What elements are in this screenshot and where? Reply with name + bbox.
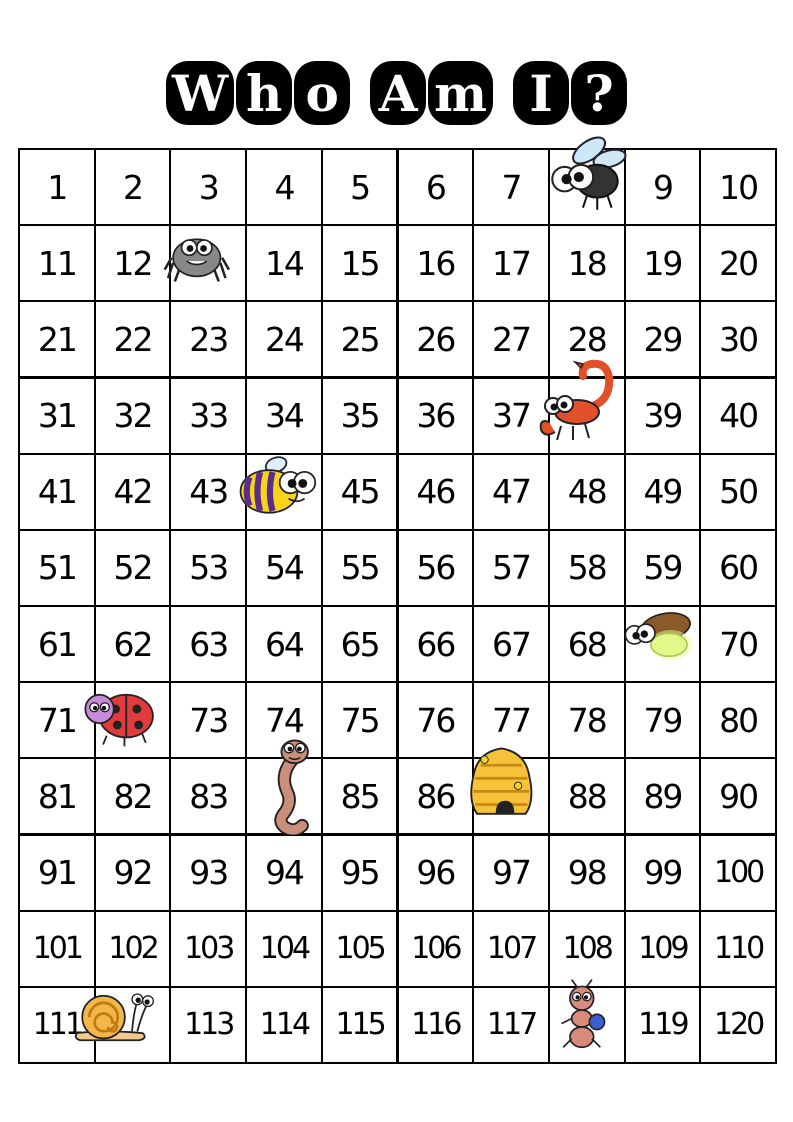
cell-number: 59 [643, 548, 682, 588]
cell-number: 58 [567, 548, 606, 588]
cell-number: 94 [264, 853, 303, 893]
cell-number: 79 [643, 700, 682, 740]
cell-number: 104 [259, 931, 309, 967]
cell-number: 73 [189, 700, 228, 740]
cell-number: 101 [32, 931, 81, 967]
grid-cell [18, 605, 96, 683]
cell-number: 10 [719, 167, 758, 207]
cell-number: 98 [567, 853, 606, 893]
grid-cell [472, 148, 550, 226]
grid-cell [397, 529, 475, 607]
title-word-am [369, 61, 494, 125]
title-word-who [165, 61, 351, 125]
cell-number: 14 [264, 243, 303, 283]
title-letter: ? [571, 61, 627, 125]
grid-cell [699, 681, 777, 759]
grid-cell [18, 224, 96, 302]
cell-number: 93 [189, 853, 228, 893]
grid-cell [18, 834, 96, 912]
scorpion-icon [533, 355, 623, 447]
grid-cell [624, 377, 702, 455]
cell-number: 20 [719, 243, 758, 283]
grid-cell [699, 834, 777, 912]
cell-number: 1 [47, 167, 67, 207]
cell-number: 97 [492, 853, 531, 893]
grid-cell [397, 453, 475, 531]
cell-number: 110 [714, 931, 763, 967]
cell-number: 30 [719, 319, 758, 359]
title-letter: A [370, 61, 426, 125]
cell-number: 68 [567, 624, 606, 664]
grid-cell [397, 834, 475, 912]
cell-number: 12 [113, 243, 152, 283]
grid-cell [624, 910, 702, 988]
cell-number: 11 [37, 243, 76, 283]
grid-cell [472, 453, 550, 531]
grid-cell [699, 605, 777, 683]
grid-cell [18, 529, 96, 607]
cell-number: 109 [638, 931, 687, 967]
title-letter: h [236, 61, 292, 125]
grid-cell [94, 834, 172, 912]
cell-number: 43 [189, 472, 228, 512]
title-letter: m [428, 61, 493, 125]
grid-cell [169, 529, 247, 607]
firefly-icon [608, 602, 702, 676]
grid-cell [699, 377, 777, 455]
cell-number: 64 [264, 624, 303, 664]
grid-cell [699, 757, 777, 835]
cell-number: 39 [643, 396, 682, 436]
bee-icon [229, 447, 325, 527]
cell-number: 83 [189, 776, 228, 816]
grid-cell [397, 300, 475, 378]
grid-cell [94, 148, 172, 226]
grid-cell [245, 377, 323, 455]
grid-cell [169, 605, 247, 683]
cell-number: 78 [567, 700, 606, 740]
grid-cell [699, 300, 777, 378]
grid-cell [169, 910, 247, 988]
grid-cell [624, 834, 702, 912]
grid-cell [245, 910, 323, 988]
grid-cell [624, 681, 702, 759]
cell-number: 120 [714, 1007, 763, 1043]
grid-cell [321, 300, 399, 378]
grid-cell [94, 605, 172, 683]
cell-number: 116 [411, 1007, 460, 1043]
cell-number: 51 [37, 548, 76, 588]
cell-number: 100 [714, 855, 763, 891]
cell-number: 103 [184, 931, 233, 967]
grid-cell [397, 681, 475, 759]
cell-number: 102 [108, 931, 157, 967]
cell-number: 74 [264, 700, 303, 740]
grid-cell [169, 300, 247, 378]
cell-number: 47 [492, 472, 531, 512]
grid-cell [245, 224, 323, 302]
cell-number: 63 [189, 624, 228, 664]
grid-cell [548, 681, 626, 759]
cell-number: 89 [643, 776, 682, 816]
grid-cell [397, 910, 475, 988]
grid-cell [472, 986, 550, 1064]
cell-number: 5 [350, 167, 370, 207]
cell-number: 7 [501, 167, 521, 207]
cell-number: 35 [340, 396, 379, 436]
grid-cell [245, 300, 323, 378]
grid-cell [624, 148, 702, 226]
cell-number: 75 [340, 700, 379, 740]
grid-cell [321, 605, 399, 683]
grid-cell [699, 148, 777, 226]
cell-number: 113 [184, 1007, 233, 1043]
cell-number: 2 [123, 167, 143, 207]
cell-number: 53 [189, 548, 228, 588]
cell-number: 34 [264, 396, 303, 436]
spider-icon [159, 224, 243, 300]
grid-cell [699, 224, 777, 302]
cell-number: 71 [37, 700, 76, 740]
grid-cell [321, 529, 399, 607]
grid-cell [169, 757, 247, 835]
cell-number: 54 [264, 548, 303, 588]
cell-number: 114 [259, 1007, 309, 1043]
fly-icon [540, 128, 632, 220]
cell-number: 82 [113, 776, 152, 816]
cell-number: 18 [567, 243, 606, 283]
grid-cell [18, 300, 96, 378]
page-title [0, 56, 793, 130]
cell-number: 48 [567, 472, 606, 512]
ladybug-icon [76, 677, 164, 757]
cell-number: 108 [562, 931, 611, 967]
cell-number: 37 [492, 396, 531, 436]
grid-cell [18, 377, 96, 455]
grid-cell [94, 757, 172, 835]
cell-number: 46 [416, 472, 455, 512]
grid-cell [169, 986, 247, 1064]
grid-cell [472, 910, 550, 988]
grid-cell [94, 377, 172, 455]
cell-number: 33 [189, 396, 228, 436]
cell-number: 56 [416, 548, 455, 588]
grid-cell [472, 529, 550, 607]
cell-number: 96 [416, 853, 455, 893]
grid-cell [321, 224, 399, 302]
cell-number: 9 [652, 167, 672, 207]
grid-cell [245, 148, 323, 226]
grid-cell [397, 224, 475, 302]
cell-number: 23 [189, 319, 228, 359]
cell-number: 119 [638, 1007, 687, 1043]
cell-number: 65 [340, 624, 379, 664]
grid-cell [169, 834, 247, 912]
snail-icon [66, 978, 166, 1058]
cell-number: 62 [113, 624, 152, 664]
grid-cell [18, 453, 96, 531]
cell-number: 81 [37, 776, 76, 816]
grid-cell [699, 453, 777, 531]
cell-number: 15 [340, 243, 379, 283]
grid-cell [624, 529, 702, 607]
grid-cell [321, 453, 399, 531]
grid-cell [472, 834, 550, 912]
cell-number: 26 [416, 319, 455, 359]
beehive-icon [464, 741, 548, 825]
cell-number: 19 [643, 243, 682, 283]
grid-cell [169, 148, 247, 226]
cell-number: 86 [416, 776, 455, 816]
grid-cell [321, 986, 399, 1064]
grid-cell [624, 757, 702, 835]
grid-cell [18, 757, 96, 835]
cell-number: 40 [719, 396, 758, 436]
cell-number: 24 [264, 319, 303, 359]
cell-number: 91 [37, 853, 76, 893]
cell-number: 32 [113, 396, 152, 436]
ant-icon [548, 970, 624, 1062]
cell-number: 21 [37, 319, 76, 359]
grid-cell [397, 377, 475, 455]
cell-number: 67 [492, 624, 531, 664]
grid-cell [169, 377, 247, 455]
grid-cell [624, 453, 702, 531]
cell-number: 52 [113, 548, 152, 588]
cell-number: 22 [113, 319, 152, 359]
cell-number: 95 [340, 853, 379, 893]
cell-number: 92 [113, 853, 152, 893]
grid-cell [321, 377, 399, 455]
cell-number: 36 [416, 396, 455, 436]
cell-number: 77 [492, 700, 531, 740]
grid-cell [397, 148, 475, 226]
cell-number: 6 [425, 167, 445, 207]
grid-cell [699, 986, 777, 1064]
cell-number: 49 [643, 472, 682, 512]
cell-number: 107 [486, 931, 536, 967]
title-word-i [512, 61, 628, 125]
grid-cell [94, 910, 172, 988]
grid-cell [321, 834, 399, 912]
grid-cell [397, 757, 475, 835]
cell-number: 60 [719, 548, 758, 588]
grid-cell [94, 300, 172, 378]
grid-cell [245, 529, 323, 607]
cell-number: 4 [274, 167, 294, 207]
cell-number: 41 [37, 472, 76, 512]
cell-number: 28 [567, 319, 606, 359]
title-letter: o [294, 61, 350, 125]
cell-number: 3 [198, 167, 218, 207]
grid-cell [624, 986, 702, 1064]
grid-cell [245, 834, 323, 912]
grid-cell [169, 681, 247, 759]
title-letter: W [166, 61, 234, 125]
cell-number: 70 [719, 624, 758, 664]
grid-cell [321, 681, 399, 759]
cell-number: 55 [340, 548, 379, 588]
cell-number: 61 [37, 624, 76, 664]
grid-cell [548, 453, 626, 531]
cell-number: 90 [719, 776, 758, 816]
grid-cell [397, 986, 475, 1064]
grid-cell [548, 834, 626, 912]
grid-cell [548, 529, 626, 607]
cell-number: 27 [492, 319, 531, 359]
cell-number: 106 [411, 931, 460, 967]
cell-number: 111 [32, 1007, 81, 1043]
grid-cell [94, 453, 172, 531]
grid-cell [624, 300, 702, 378]
cell-number: 29 [643, 319, 682, 359]
cell-number: 115 [335, 1007, 384, 1043]
grid-cell [18, 910, 96, 988]
cell-number: 117 [486, 1007, 536, 1043]
cell-number: 85 [340, 776, 379, 816]
grid-cell [321, 757, 399, 835]
cell-number: 25 [340, 319, 379, 359]
cell-number: 16 [416, 243, 455, 283]
title-letter: I [513, 61, 569, 125]
cell-number: 88 [567, 776, 606, 816]
grid-cell [699, 910, 777, 988]
worm-icon [259, 731, 319, 835]
grid-cell [321, 148, 399, 226]
cell-number: 57 [492, 548, 531, 588]
grid-cell [245, 605, 323, 683]
cell-number: 45 [340, 472, 379, 512]
grid-cell [548, 224, 626, 302]
cell-number: 50 [719, 472, 758, 512]
cell-number: 99 [643, 853, 682, 893]
cell-number: 42 [113, 472, 152, 512]
cell-number: 66 [416, 624, 455, 664]
cell-number: 76 [416, 700, 455, 740]
grid-cell [94, 529, 172, 607]
cell-number: 80 [719, 700, 758, 740]
grid-cell [624, 224, 702, 302]
grid-cell [472, 605, 550, 683]
grid-cell [397, 605, 475, 683]
grid-cell [699, 529, 777, 607]
grid-cell [321, 910, 399, 988]
grid-cell [548, 757, 626, 835]
grid-cell [18, 148, 96, 226]
cell-number: 17 [492, 243, 531, 283]
cell-number: 105 [335, 931, 384, 967]
grid-cell [472, 224, 550, 302]
cell-number: 31 [37, 396, 76, 436]
grid-cell [245, 986, 323, 1064]
